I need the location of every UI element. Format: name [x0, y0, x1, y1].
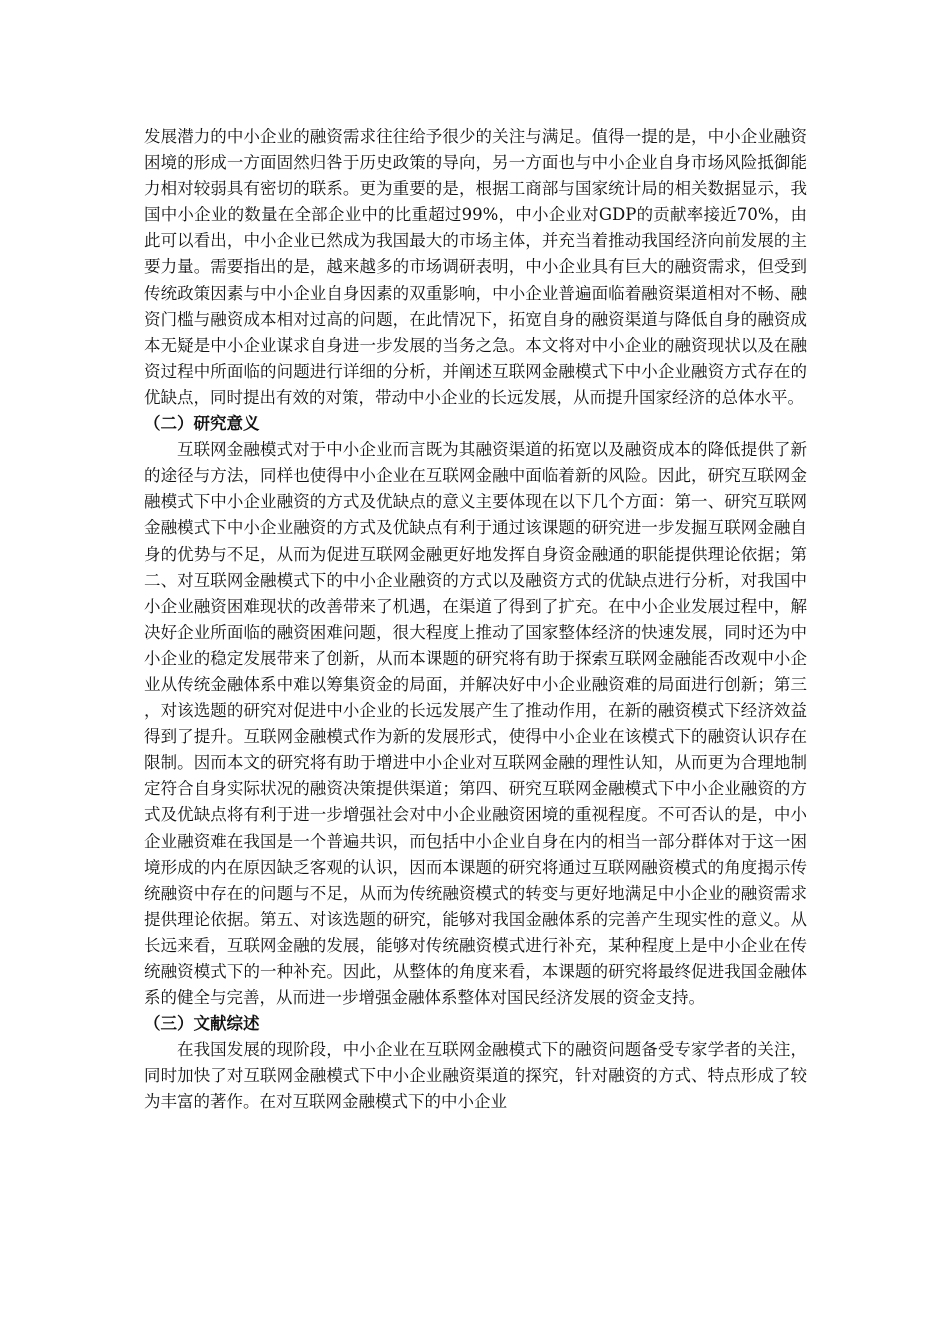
document-body	[144, 124, 807, 1116]
paragraph-literature-review: 在我国发展的现阶段，中小企业在互联网金融模式下的融资问题备受专家学者的关注，同时加快了对互联网金融模式下中小企业融资渠道的探究，针对融资的方式、特点形成了较为丰富的著作。在对互联网金融模式下的中小企业	[144, 1040, 807, 1112]
section-heading-literature-review: （三）文献综述	[144, 1014, 260, 1034]
paragraph-research-significance: 互联网金融模式对于中小企业而言既为其融资渠道的拓宽以及融资成本的降低提供了新的途径与方法，同样也使得中小企业在互联网金融中面临着新的风险。因此，研究互联网金融模式下中小企业融资的方式及优缺点的意义主要体现在以下几个方面：第一、研究互联网金融模式下中小企业融资的方式及优缺点有利于通过该课题的研究进一步发掘互联网金融自身的优势与不足，从而为促进互联网金融更好地发挥自身资金融通的职能提供理论依据；第二、对互联网金融模式下的中小企业融资的方式以及融资方式的优缺点进行分析，对我国中小企业融资困难现状的改善带来了机遇，在渠道了得到了扩充。在中小企业发展过程中，解决好企业所面临的融资困难问题，很大程度上推动了国家整体经济的快速发展，同时还为中小企业的稳定发展带来了创新，从而本课题的研究将有助于探索互联网金融能否改观中小企业从传统金融体系中难以筹集资金的局面，并解决好中小企业融资难的局面进行创新；第三，对该选题的研究对促进中小企业的长远发展产生了推动作用，在新的融资模式下经济效益得到了提升。互联网金融模式作为新的发展形式，使得中小企业在该模式下的融资认识存在限制。因而本文的研究将有助于增进中小企业对互联网金融的理性认知，从而更为合理地制定符合自身实际状况的融资决策提供渠道；第四、研究互联网金融模式下中小企业融资的方式及优缺点将有利于进一步增强社会对中小企业融资困境的重视程度。不可否认的是，中小企业融资难在我国是一个普遍共识，而包括中小企业自身在内的相当一部分群体对于这一困境形成的内在原因缺乏客观的认识，因而本课题的研究将通过互联网融资模式的角度揭示传统融资中存在的问题与不足，从而为传统融资模式的转变与更好地满足中小企业的融资需求提供理论依据。第五、对该选题的研究，能够对我国金融体系的完善产生现实性的意义。从长远来看，互联网金融的发展，能够对传统融资模式进行补充，某种程度上是中小企业在传统融资模式下的一种补充。因此，从整体的角度来看，本课题的研究将最终促进我国金融体系的健全与完善，从而进一步增强金融体系整体对国民经济发展的资金支持。	[144, 440, 807, 1008]
section-heading-research-significance: （二）研究意义	[144, 414, 260, 434]
paragraph-background: 发展潜力的中小企业的融资需求往往给予很少的关注与满足。值得一提的是，中小企业融资困境的形成一方面固然归咎于历史政策的导向，另一方面也与中小企业自身市场风险抵御能力相对较弱具有密切的联系。更为重要的是，根据工商部与国家统计局的相关数据显示，我国中小企业的数量在全部企业中的比重超过99%，中小企业对GDP的贡献率接近70%，由此可以看出，中小企业已然成为我国最大的市场主体，并充当着推动我国经济向前发展的主要力量。需要指出的是，越来越多的市场调研表明，中小企业具有巨大的融资需求，但受到传统政策因素与中小企业自身因素的双重影响，中小企业普遍面临着融资渠道相对不畅、融资门槛与融资成本相对过高的问题，在此情况下，拓宽自身的融资渠道与降低自身的融资成本无疑是中小企业谋求自身进一步发展的当务之急。本文将对中小企业的融资现状以及在融资过程中所面临的问题进行详细的分析，并阐述互联网金融模式下中小企业融资方式存在的优缺点，同时提出有效的对策，带动中小企业的长远发展，从而提升国家经济的总体水平。	[144, 127, 807, 407]
